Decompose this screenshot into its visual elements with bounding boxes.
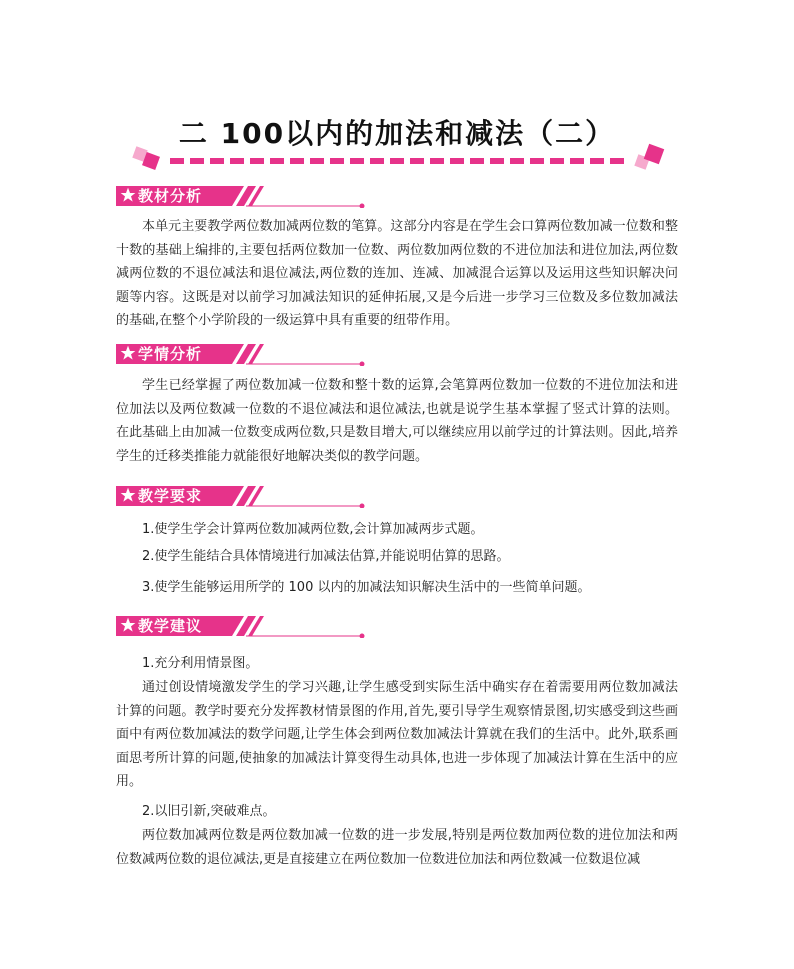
title-decoration bbox=[130, 142, 670, 172]
paragraph: 两位数加减两位数是两位数加减一位数的进一步发展,特别是两位数加两位数的进位加法和两位数减两位数的退位减法,更是直接建立在两位数加一位数进位加法和两位数减一位数退位减 bbox=[116, 828, 678, 867]
section-heading: 学情分析 bbox=[138, 345, 203, 363]
section-header-textbook-analysis bbox=[116, 184, 366, 206]
list-item: 3.使学生能够运用所学的 100 以内的加减法知识解决生活中的一些简单问题。 bbox=[142, 580, 591, 595]
list-item: 2.使学生能结合具体情境进行加减法估算,并能说明估算的思路。 bbox=[142, 549, 510, 564]
section-heading: 教学要求 bbox=[138, 487, 203, 505]
subheading: 2.以旧引新,突破难点。 bbox=[142, 804, 276, 819]
star-icon bbox=[120, 345, 136, 361]
page-title: 二 100以内的加法和减法（二） bbox=[178, 117, 616, 150]
paragraph: 通过创设情境激发学生的学习兴趣,让学生感受到实际生活中确实存在着需要用两位数加减法计算的问题。教学时要充分发挥教材情景图的作用,首先,要引导学生观察情景图,切实感受到这些画面中有两位数加减法的数学问题,让学生体会到两位数加减法计算就在我们的生活中。此外,联系画面思考所计算的问题,使抽象的加减法计算变得生动具体,也进一步体现了加减法计算在生活中的应用。 bbox=[116, 680, 678, 789]
section-header-student-analysis bbox=[116, 342, 366, 364]
section-header-teaching-suggestions bbox=[116, 614, 366, 636]
star-icon bbox=[120, 487, 136, 503]
paragraph: 本单元主要教学两位数加减两位数的笔算。这部分内容是在学生会口算两位数加减一位数和整十数的基础上编排的,主要包括两位数加一位数、两位数加两位数的不进位加法和进位加法,两位数减两位数的不退位减法和退位减法,两位数的连加、连减、加减混合运算以及运用这些知识解决问题等内容。这既是对以前学习加减法知识的延伸拓展,又是今后进一步学习三位数及多位数加减法的基础,在整个小学阶段的一级运算中具有重要的纽带作用。 bbox=[116, 219, 678, 328]
star-icon bbox=[120, 187, 136, 203]
section-heading: 教学建议 bbox=[138, 617, 203, 635]
section-heading: 教材分析 bbox=[138, 187, 203, 205]
star-icon bbox=[120, 617, 136, 633]
list-item: 1.使学生学会计算两位数加减两位数,会计算加减两步式题。 bbox=[142, 522, 484, 537]
subheading: 1.充分利用情景图。 bbox=[142, 656, 259, 671]
section-header-teaching-requirements bbox=[116, 484, 366, 506]
paragraph: 学生已经掌握了两位数加减一位数和整十数的运算,会笔算两位数加一位数的不进位加法和进位加法以及两位数减一位数的不退位减法和退位减法,也就是说学生基本掌握了竖式计算的法则。在此基础上由加减一位数变成两位数,只是数目增大,可以继续应用以前学过的计算法则。因此,培养学生的迁移类推能力就能很好地解决类似的教学问题。 bbox=[116, 378, 678, 464]
